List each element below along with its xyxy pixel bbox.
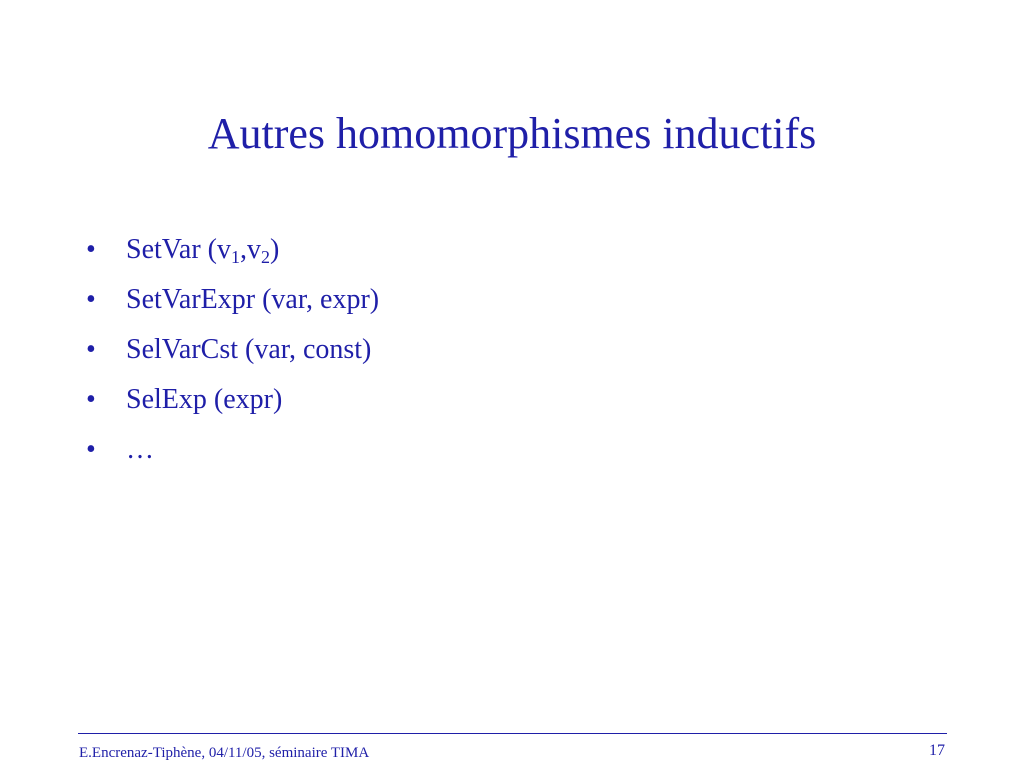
bullet-marker: • xyxy=(86,434,96,465)
bullet-text-part: ) xyxy=(269,234,280,265)
bullet-marker: • xyxy=(86,284,96,315)
footer-divider xyxy=(78,733,947,734)
bullet-marker: • xyxy=(86,334,96,365)
bullet-text-part: SetVar (v xyxy=(126,234,231,265)
bullet-text: SetVarExpr (var, expr) xyxy=(126,284,380,315)
bullet-text: … xyxy=(126,434,154,465)
subscript: 2 xyxy=(260,247,270,267)
footer-text: E.Encrenaz-Tiphène, 04/11/05, séminaire TIMA xyxy=(79,745,370,761)
bullet-text-part: ,v xyxy=(239,234,261,265)
subscript: 1 xyxy=(230,247,240,267)
bullet-marker: • xyxy=(86,384,96,415)
bullet-marker: • xyxy=(86,234,96,265)
bullet-text: SelExp (expr) xyxy=(126,384,283,415)
slide-title: Autres homomorphismes inductifs xyxy=(207,109,817,158)
page-number: 17 xyxy=(929,742,945,759)
bullet-text: SelVarCst (var, const) xyxy=(126,334,372,365)
bullet-text xyxy=(126,230,279,270)
